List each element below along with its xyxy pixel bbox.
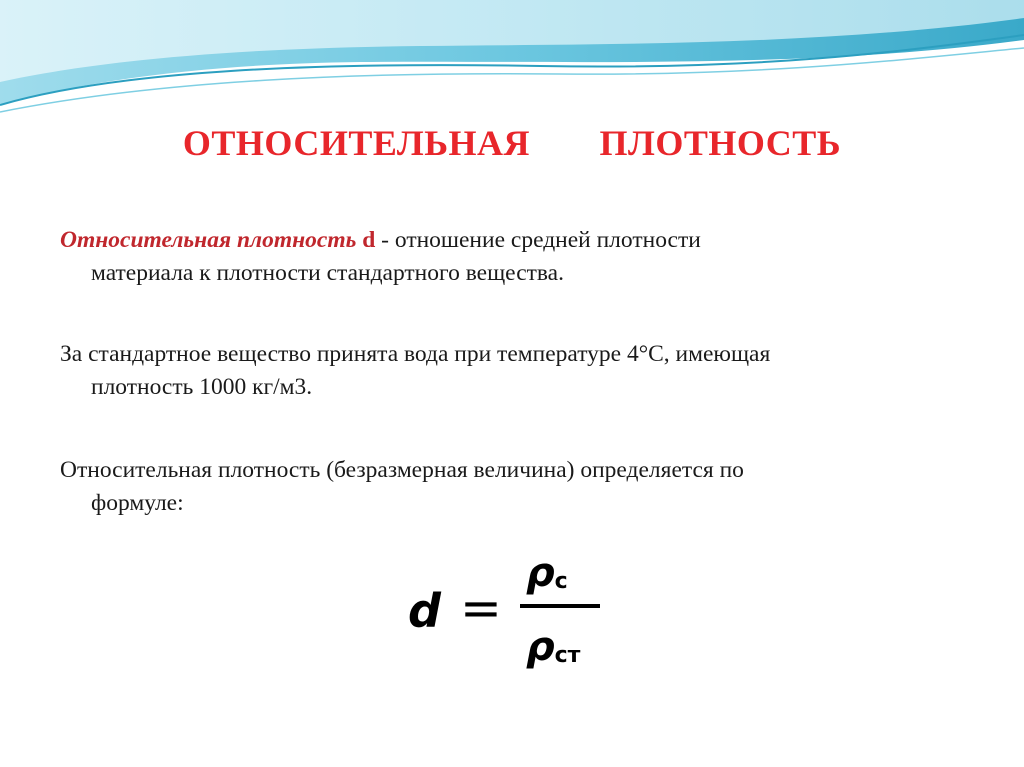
- term-relative-density: Относительная плотность: [60, 227, 357, 253]
- standard-text-line1: За стандартное вещество принята вода при температуре 4°С, имеющая: [60, 341, 771, 367]
- standard-text-line2: плотность 1000 кг/м3.: [91, 374, 313, 400]
- title-word-2: ПЛОТНОСТЬ: [599, 123, 842, 163]
- definition-text-line1: - отношение средней плотности: [375, 227, 701, 253]
- definition-paragraph: [60, 224, 965, 290]
- title-word-1: ОТНОСИТЕЛЬНАЯ: [182, 123, 531, 163]
- header-wave-decoration: [0, 0, 1024, 120]
- density-formula: [402, 552, 602, 677]
- symbol-d: d: [362, 227, 376, 253]
- formula-equals: =: [460, 579, 502, 637]
- denominator-subscript: ст: [554, 643, 581, 668]
- formula-intro-line2: формуле:: [91, 490, 184, 516]
- definition-text-line2: материала к плотности стандартного вещества.: [91, 260, 564, 286]
- formula-intro-line1: Относительная плотность (безразмерная величина) определяется по: [60, 457, 744, 483]
- numerator-subscript: c: [554, 569, 568, 594]
- formula-denominator: [526, 624, 580, 670]
- page-title: [0, 122, 1024, 164]
- numerator-rho: ρ: [526, 550, 555, 596]
- denominator-rho: ρ: [526, 624, 555, 670]
- formula-intro-paragraph: [60, 454, 965, 520]
- formula-lhs: d: [408, 584, 441, 638]
- standard-substance-paragraph: [60, 338, 965, 404]
- formula-numerator: [526, 550, 568, 596]
- fraction-bar: [520, 604, 600, 608]
